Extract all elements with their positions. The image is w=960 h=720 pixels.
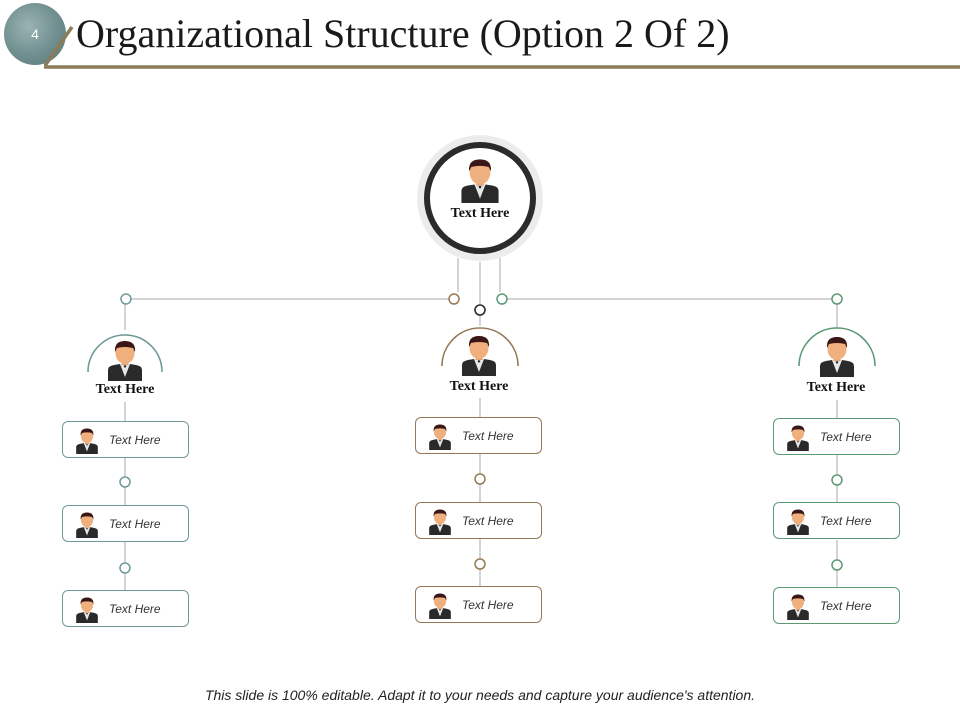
page-number: 4 (31, 26, 39, 42)
person-avatar-icon (105, 337, 145, 381)
connector-dot-icon (120, 477, 130, 487)
person-avatar-icon (458, 155, 502, 203)
person-avatar-icon (426, 507, 454, 535)
org-item-box (415, 586, 542, 623)
org-item-label: Text Here (109, 516, 161, 531)
connector-dot-icon (120, 563, 130, 573)
slide-title: Organizational Structure (Option 2 Of 2) (76, 11, 730, 56)
connector-dot-icon (121, 294, 131, 304)
org-item-box (773, 418, 900, 455)
connector-dot-icon (475, 305, 485, 315)
org-item-label: Text Here (462, 428, 514, 443)
person-avatar-icon (426, 422, 454, 450)
connector-dot-icon (497, 294, 507, 304)
connector-dot-icon (832, 560, 842, 570)
org-item-box (62, 505, 189, 542)
org-item-label: Text Here (462, 513, 514, 528)
person-avatar-icon (73, 510, 101, 538)
org-item-label: Text Here (462, 597, 514, 612)
branch-center-label: Text Here (449, 379, 509, 394)
connector-dot-icon (449, 294, 459, 304)
org-item-label: Text Here (820, 513, 872, 528)
org-item-label: Text Here (109, 601, 161, 616)
org-item-box (62, 421, 189, 458)
org-item-label: Text Here (820, 429, 872, 444)
person-avatar-icon (784, 507, 812, 535)
connector-dot-icon (832, 294, 842, 304)
connector-dot-icon (475, 559, 485, 569)
org-item-box (773, 587, 900, 624)
person-avatar-icon (784, 592, 812, 620)
org-item-label: Text Here (820, 598, 872, 613)
org-item-box (773, 502, 900, 539)
org-item-label: Text Here (109, 432, 161, 447)
connector-dot-icon (475, 474, 485, 484)
branch-left-label: Text Here (95, 382, 155, 397)
org-item-box (415, 417, 542, 454)
root-node-label: Text Here (450, 206, 510, 221)
connector-dot-icon (832, 475, 842, 485)
person-avatar-icon (73, 595, 101, 623)
person-avatar-icon (817, 333, 857, 377)
org-item-box (62, 590, 189, 627)
person-avatar-icon (73, 426, 101, 454)
org-item-box (415, 502, 542, 539)
person-avatar-icon (426, 591, 454, 619)
person-avatar-icon (459, 332, 499, 376)
branch-right-label: Text Here (806, 380, 866, 395)
slide-footer-note: This slide is 100% editable. Adapt it to your needs and capture your audience's attention. (204, 687, 756, 703)
person-avatar-icon (784, 423, 812, 451)
